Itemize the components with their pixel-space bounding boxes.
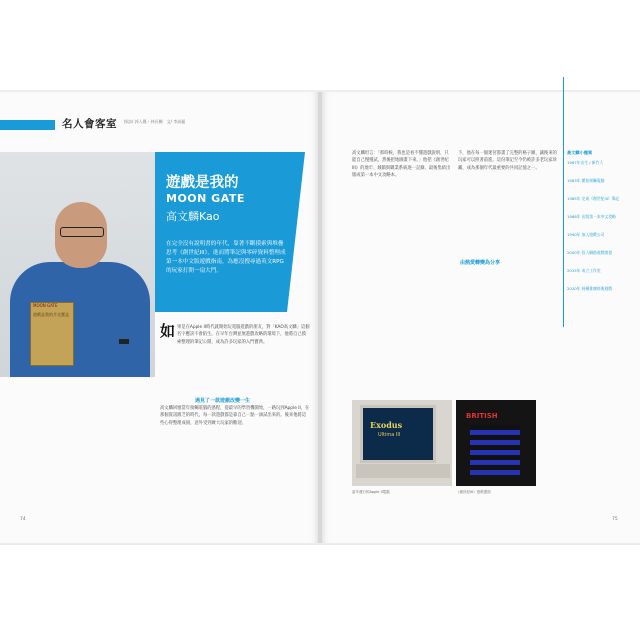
column-title: 名人會客室	[62, 118, 117, 130]
book-logo: MOON GATE	[33, 303, 58, 308]
game-map-grid	[470, 425, 520, 475]
sidebar-item: 2015年 成立工作室	[567, 268, 601, 273]
sidebar-item: 2020年 持續推廣經典遊戲	[567, 286, 613, 291]
computer-photo-caption: 當年運行的Apple II電腦	[352, 490, 390, 494]
headline-line2: MOON GATE	[166, 192, 245, 205]
left-page	[0, 92, 318, 543]
game-screenshot-caption: 《創世紀III》遊戲畫面	[456, 490, 491, 494]
lead-paragraph: 在完全沒有說明書的年代，靠著不斷摸索與堆疊思考《創世紀III》，進而將筆記與零碎資料整理成第一本中文版遊戲指南，為應沒搜尋過英文RPG的玩家打開一扇大門。	[166, 241, 286, 274]
game-screen-title: Exodus	[370, 420, 403, 430]
body-paragraph-1	[160, 324, 310, 346]
headline-line3: 高文麟Kao	[166, 210, 220, 223]
sidebar-item: 2000年 投入網路遊戲開發	[567, 250, 613, 255]
book-title: 遊戲是我的月光寶盒	[33, 312, 69, 317]
sidebar-item: 1990年 加入遊戲公司	[567, 232, 605, 237]
photo-glasses	[60, 227, 104, 237]
photo-watch	[119, 339, 129, 344]
portrait-photo	[0, 152, 155, 377]
game-screenshot-title: BRITISH	[466, 412, 498, 420]
section-subhead: 遇見了一款遊戲改變一生	[195, 398, 251, 404]
game-screen-subtitle: Ultima III	[378, 432, 401, 438]
right-page-number: 75	[612, 517, 618, 522]
body-paragraph-2: 高文麟回憶當年接觸電腦的過程，從最早的學習機開始，一路玩到Apple II，在那個資訊匱乏的時代，每一款遊戲都是靠自己一點一滴試出來的。後來他將這些心得整理成冊，意外受到廣大玩家的歡迎。	[160, 406, 310, 426]
drop-cap: 如	[160, 322, 176, 340]
headline-line1: 遊戲是我的	[166, 175, 239, 191]
right-column-1: 高文麟坦言：「那時候，我也是看不懂遊戲說明，只能自己慢慢試，然後把地圖畫下來。」他把《創世紀III》的地牢、城鎮與職業系統逐一記錄，最後集結出版成第一本中文攻略本。	[352, 151, 451, 178]
sidebar-item: 1967年出生 / 新竹人	[567, 160, 604, 165]
sidebar-header: 高文麟小檔案	[567, 150, 593, 155]
right-column-2: 下，他在每一個迷宮都畫了完整的格子圖，讓後來的玩家可以照著前進。這份筆記至今仍被許多老玩家珍藏，成為那個年代最重要的共同記憶之一。	[458, 151, 557, 171]
left-page-number: 74	[20, 517, 26, 522]
right-subhead: 由熱愛轉變為分享	[460, 260, 501, 266]
sidebar-item: 1983年 開始接觸電腦	[567, 178, 605, 183]
computer-keyboard	[356, 464, 450, 478]
column-header-bar	[0, 120, 55, 130]
sidebar-item: 1986年 出版第一本中文攻略	[567, 214, 616, 219]
sidebar-item: 1985年 完成《創世紀III》筆記	[567, 196, 620, 201]
article-credits: 採訪/ 郭人鳳・林長團 文/ 李高麗	[124, 119, 186, 124]
body-paragraph-1-text: 果是在Apple II時代就開始玩電腦遊戲的朋友，對「KAO高文麟」這個名字應該不會陌生。在早年台灣並無遊戲攻略的環境下，他將自己摸索整理的筆記公開，成為許多玩家的入門寶典。	[177, 325, 310, 345]
